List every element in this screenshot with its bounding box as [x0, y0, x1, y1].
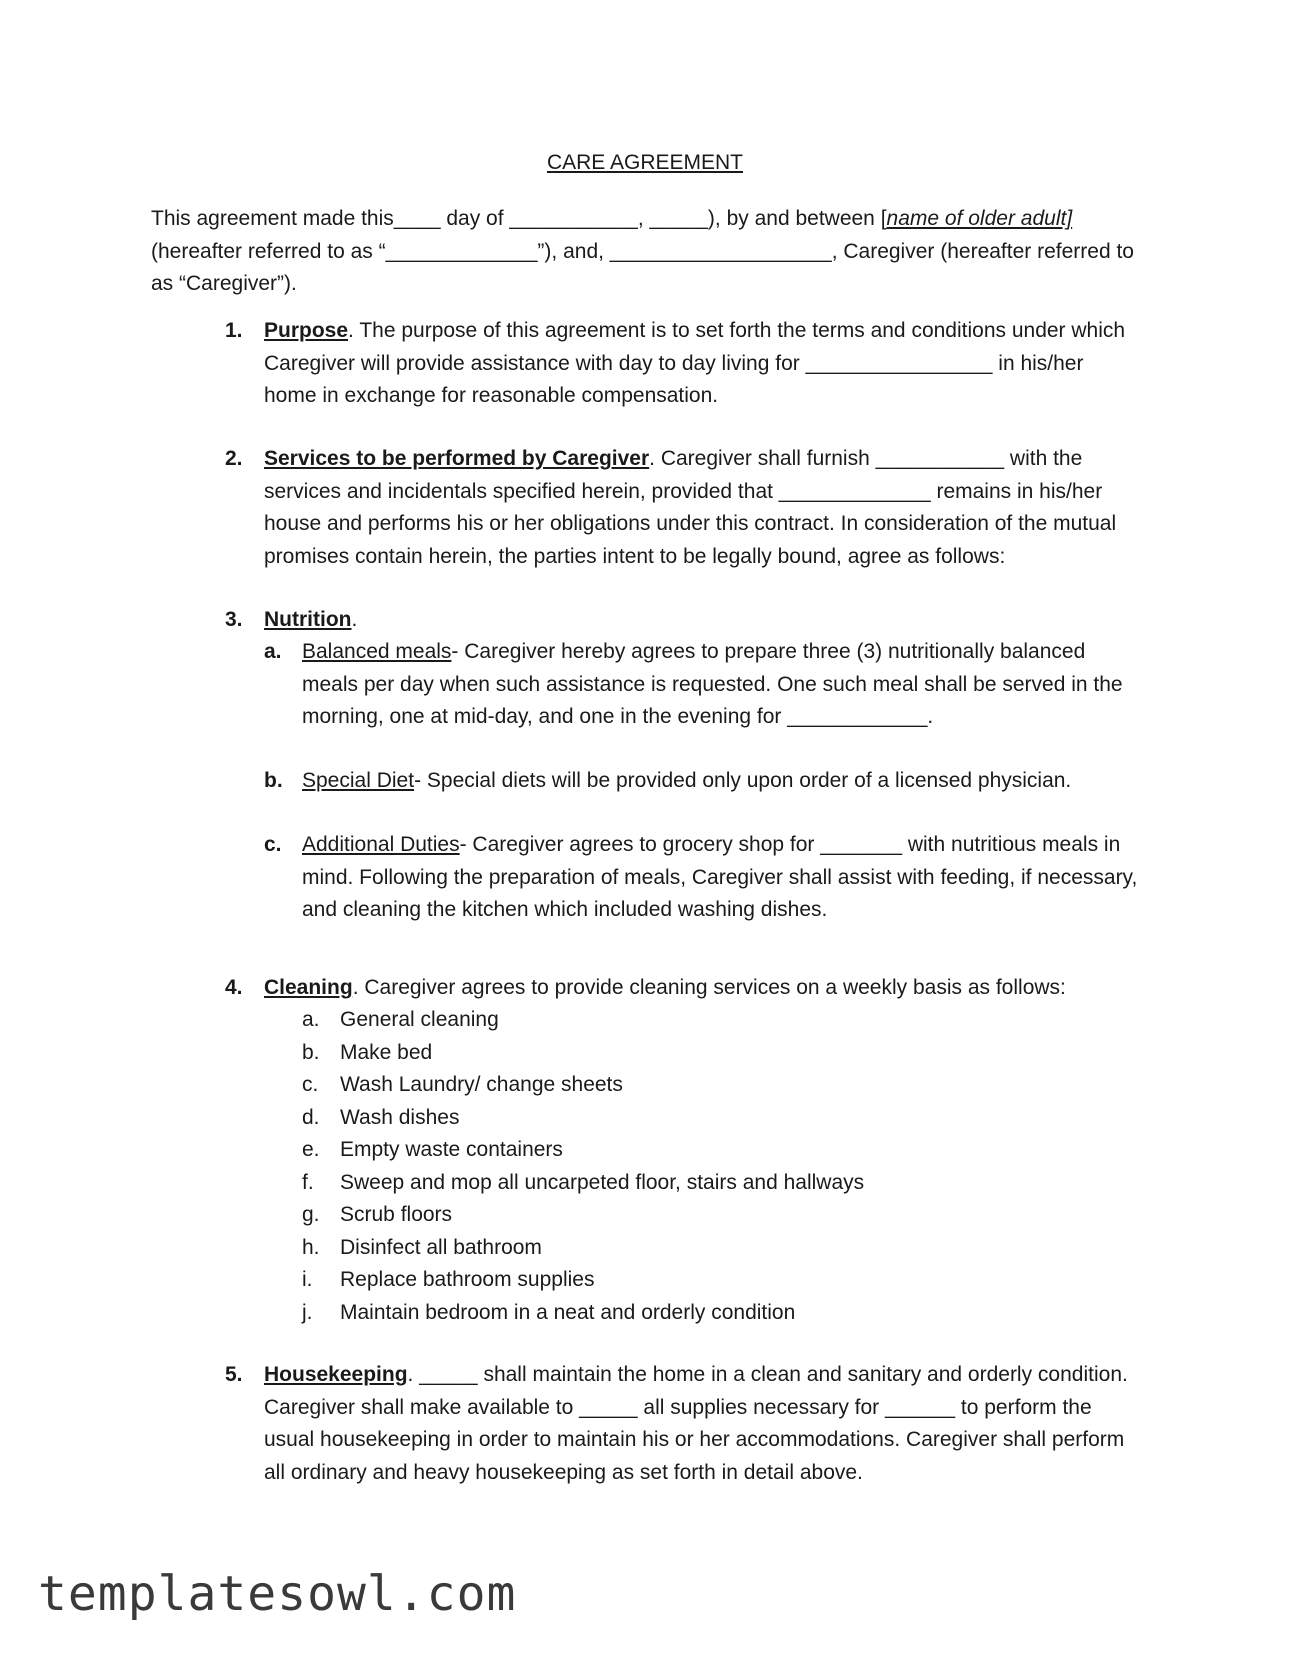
item-letter: c. [264, 833, 282, 856]
list-item [302, 1199, 864, 1232]
section-text: . [351, 608, 358, 631]
item-text: General cleaning [340, 1008, 499, 1031]
item-letter: b. [302, 1040, 320, 1064]
item-letter: g. [302, 1203, 320, 1226]
item-text: - Caregiver hereby agrees to prepare three (3) nutritionally balanced meals per day when such assistance is requested. One such meal shall be served in the morning, one at mid-day, and one in the evening for ____________. [302, 640, 1123, 728]
item-heading: Additional Duties [302, 833, 460, 856]
section-text: . Caregiver agrees to provide cleaning services on a weekly basis as follows: [352, 976, 1066, 999]
list-item [302, 1167, 864, 1200]
item-letter: h. [302, 1235, 320, 1259]
section-purpose [225, 315, 1140, 413]
section-heading: Housekeeping [264, 1363, 408, 1386]
section-housekeeping [225, 1359, 1140, 1489]
item-letter: b. [264, 769, 283, 792]
item-letter: i. [302, 1268, 313, 1291]
item-letter: d. [302, 1105, 320, 1129]
intro-text-2: (hereafter referred to as “_____________”), and, ___________________, Caregiver (hereafter referred to as “Caregiver”). [151, 239, 1134, 295]
item-letter: j. [302, 1300, 313, 1324]
section-number: 3. [225, 608, 243, 631]
intro-text-1: This agreement made this____ day of ___________, _____), by and between [ [151, 207, 887, 230]
item-heading: Balanced meals [302, 640, 452, 663]
section-heading: Nutrition [264, 608, 352, 631]
item-text: Sweep and mop all uncarpeted floor, stairs and hallways [340, 1170, 865, 1194]
list-item [302, 1069, 864, 1102]
item-text: Make bed [340, 1040, 433, 1064]
section-number: 5. [225, 1363, 243, 1386]
nutrition-item-c [264, 829, 1144, 927]
section-number: 1. [225, 319, 243, 342]
item-text: Empty waste containers [340, 1138, 563, 1161]
section-cleaning [225, 972, 1140, 1005]
item-letter: a. [302, 1008, 320, 1031]
item-text: Replace bathroom supplies [340, 1268, 595, 1291]
item-letter: a. [264, 640, 282, 663]
list-item [302, 1037, 864, 1070]
nutrition-item-b [264, 765, 1144, 798]
nutrition-item-a [264, 636, 1144, 734]
list-item [302, 1004, 864, 1037]
item-heading: Special Diet [302, 769, 415, 792]
section-heading: Services to be performed by Caregiver [264, 447, 650, 470]
item-letter: c. [302, 1073, 319, 1096]
item-letter: e. [302, 1138, 320, 1161]
older-adult-placeholder: name of older adult] [886, 207, 1073, 230]
list-item [302, 1232, 864, 1265]
item-letter: f. [302, 1170, 314, 1194]
section-text: . The purpose of this agreement is to set forth the terms and conditions under which Caregiver will provide assistance with day to day living for ________________ in his/her home in exchange for reasonable compensation. [264, 319, 1126, 407]
item-text: Wash Laundry/ change sheets [340, 1073, 623, 1096]
intro-paragraph [151, 203, 1151, 301]
item-text: Maintain bedroom in a neat and orderly condition [340, 1300, 796, 1324]
section-text: . _____ shall maintain the home in a clean and sanitary and orderly condition. Caregiver shall make available to _____ all supplies necessary for ______ to perform the usual housekeeping in order to maintain his or her accommodations. Caregiver shall perform all ordinary and heavy housekeeping as set forth in detail above. [264, 1363, 1128, 1484]
list-item [302, 1102, 864, 1135]
watermark: templatesowl.com [38, 1566, 517, 1622]
item-text: Scrub floors [340, 1203, 453, 1226]
section-heading: Purpose [264, 319, 349, 342]
section-number: 2. [225, 447, 243, 470]
section-number: 4. [225, 976, 243, 999]
item-text: Wash dishes [340, 1105, 460, 1129]
document-title: CARE AGREEMENT [546, 151, 744, 174]
list-item [302, 1297, 864, 1330]
item-text: - Special diets will be provided only upon order of a licensed physician. [414, 769, 1072, 792]
section-services [225, 443, 1140, 573]
section-text: . Caregiver shall furnish ___________ with the services and incidentals specified herein, provided that _____________ remains in his/her house and performs his or her obligations under this contract. In consideration of the mutual promises contain herein, the parties intent to be legally bound, agree as follows: [264, 447, 1117, 568]
item-text: Disinfect all bathroom [340, 1235, 542, 1259]
item-text: - Caregiver agrees to grocery shop for _______ with nutritious meals in mind. Following the preparation of meals, Caregiver shall assist with feeding, if necessary, and cleaning the kitchen which included washing dishes. [302, 833, 1138, 921]
cleaning-list [302, 1004, 864, 1329]
section-heading: Cleaning [264, 976, 353, 999]
list-item [302, 1264, 864, 1297]
section-nutrition [225, 604, 1140, 637]
list-item [302, 1134, 864, 1167]
